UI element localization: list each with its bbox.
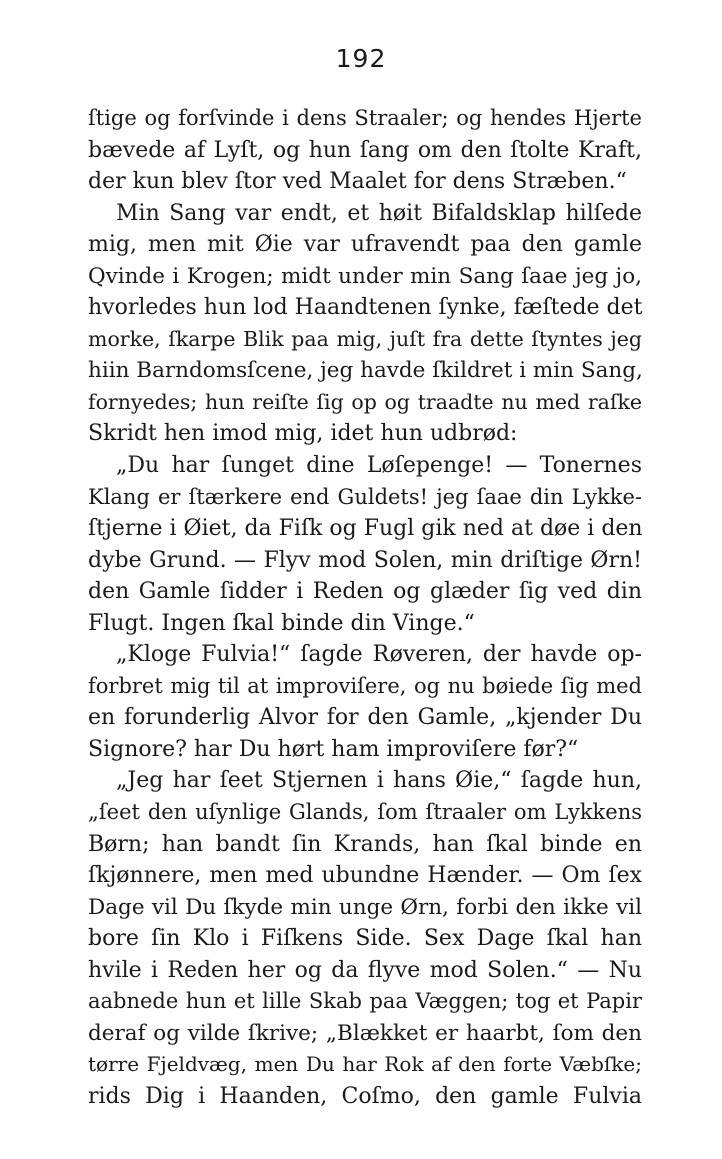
text-line: Flugt. Ingen ſkal binde din Vinge.“ [88, 610, 475, 636]
text-line: Signore? har Du hørt ham improviſere før?“ [88, 736, 579, 762]
text-line: aabnede hun et lille Skab paa Væggen; tog et Papir [88, 989, 642, 1014]
text-line: hiin Barndomsſcene, jeg havde ſkildret i min Sang, [88, 358, 643, 384]
text-line: ſkjønnere, men med ubundne Hænder. — Om ſex [88, 863, 642, 889]
text-line: ſtjerne i Øiet, da Fiſk og Fugl gik ned at døe i den [88, 516, 643, 542]
text-line: den Gamle ſidder i Reden og glæder ſig ved din [88, 579, 642, 605]
text-line: mig, men mit Øie var ufravendt paa den gamle [88, 232, 642, 258]
text-line: ſtige og forſvinde i dens Straaler; og hendes Hjerte [88, 106, 642, 130]
text-line: „Jeg har ſeet Stjernen i hans Øie,“ ſagde hun, [116, 768, 642, 794]
text-line: „Kloge Fulvia!“ ſagde Røveren, der havde op- [116, 642, 642, 668]
text-line: der kun blev ſtor ved Maalet for dens Stræben.“ [88, 169, 627, 195]
text-line: Børn; han bandt ſin Krands, han ſkal binde en [88, 831, 642, 857]
text-line: dybe Grund. — Flyv mod Solen, min driſtige Ørn! [88, 547, 642, 573]
text-line: bævede af Lyſt, og hun ſang om den ſtolte Kraft, [88, 137, 642, 163]
text-line: forbret mig til at improviſere, og nu bøiede ſig med [88, 673, 642, 698]
text-line: Klang er ſtærkere end Guldets! jeg ſaae din Lykke- [88, 484, 642, 509]
text-line: „Du har ſunget dine Løſepenge! — Tonernes [116, 453, 642, 479]
text-line: Min Sang var endt, et høit Bifaldsklap hilſede [116, 200, 642, 226]
text-line: Dage vil Du ſkyde min unge Ørn, forbi den ikke vil [88, 894, 642, 920]
text-line: morke, ſkarpe Blik paa mig, juſt fra dette ſtyntes jeg [88, 326, 642, 351]
text-line: tørre Fjeldvæg, men Du har Rok af den forte Væbſke; [88, 1052, 642, 1077]
text-line: hvorledes hun lod Haandtenen ſynke, fæſtede det [88, 295, 643, 321]
text-line: „ſeet den uſynlige Glands, ſom ſtraaler om Lykkens [88, 800, 642, 825]
text-line: deraf og vilde ſkrive; „Blækket er haarbt, ſom den [88, 1020, 642, 1046]
text-line: bore ſin Klo i Fiſkens Side. Sex Dage ſkal han [88, 926, 642, 952]
body-text [88, 103, 642, 1113]
text-line: en forunderlig Alvor for den Gamle, „kjender Du [88, 705, 642, 731]
text-line: hvile i Reden her og da flyve mod Solen.“ — Nu [88, 957, 642, 983]
text-line: Skridt hen imod mig, idet hun udbrød: [88, 421, 518, 447]
text-line: fornyedes; hun reiſte ſig op og traadte nu med raſke [88, 389, 642, 414]
page-number: 192 [335, 44, 387, 73]
text-line: rids Dig i Haanden, Coſmo, den gamle Fulvia [88, 1083, 642, 1109]
text-line: Qvinde i Krogen; midt under min Sang ſaae jeg jo, [88, 263, 642, 289]
